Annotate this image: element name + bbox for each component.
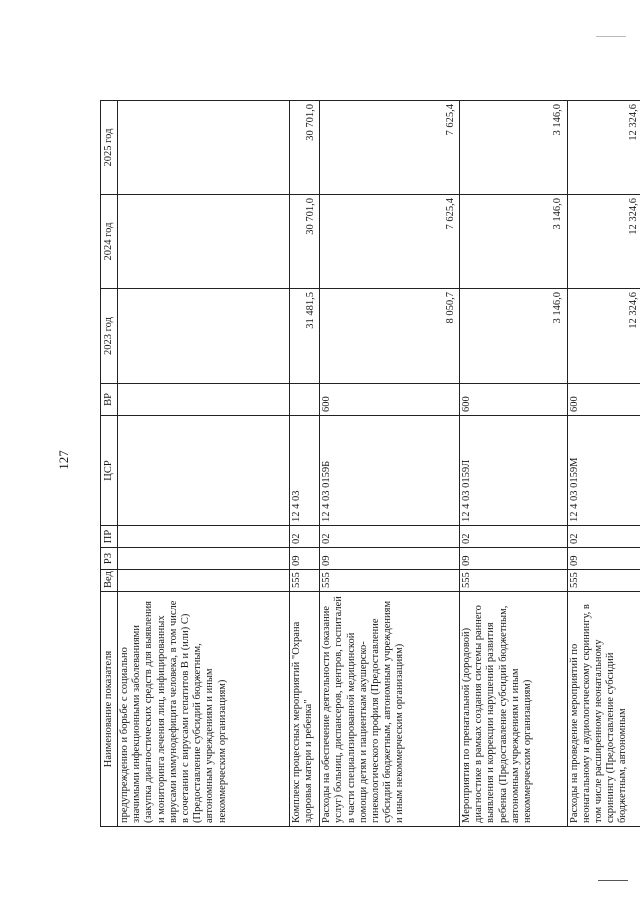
cell-name: Расходы на проведение мероприятий по неонатальному и аудиологическому скринингу, в том числе расширенному неонатальному скринингу (Предоставление субсидий бюджетным, автономным [567,592,640,827]
cell-vr [118,384,290,416]
cell-rz: 09 [567,548,640,570]
cell-2023 [118,289,290,384]
cell-ved [118,570,290,592]
table-row [567,101,640,827]
cell-2023: 12 324,6 [567,289,640,384]
header-vr: ВР [101,384,118,416]
cell-pr: 02 [290,526,320,548]
cell-2025: 12 324,6 [567,101,640,195]
scan-artifact-line [596,36,626,37]
cell-pr: 02 [460,526,568,548]
cell-2024 [118,195,290,289]
table-row [460,101,568,827]
rotated-table-container [100,101,640,827]
cell-rz: 09 [290,548,320,570]
table-row [118,101,290,827]
cell-vr: 600 [460,384,568,416]
header-rz: РЗ [101,548,118,570]
header-pr: ПР [101,526,118,548]
cell-vr [290,384,320,416]
cell-2025: 3 146,0 [460,101,568,195]
cell-rz [118,548,290,570]
cell-2023: 31 481,5 [290,289,320,384]
cell-ved: 555 [320,570,460,592]
cell-pr [118,526,290,548]
cell-pr: 02 [320,526,460,548]
cell-csr: 12 4 03 0159М [567,416,640,526]
cell-2024: 30 701,0 [290,195,320,289]
cell-2023: 3 146,0 [460,289,568,384]
header-name: Наименование показателя [101,592,118,827]
cell-name: Расходы на обеспечение деятельности (оказание услуг) больниц, диспансеров, центров, госпиталей в части специализированной медицинской помощи детям и пациенткам акушерско-гинекологического профиля (Предоставление субсидий бюджетным, автономным учреждениям и иным некоммерческим организациям) [320,592,460,827]
cell-csr: 12 4 03 0159Б [320,416,460,526]
cell-ved: 555 [290,570,320,592]
page-number: 127 [55,450,71,470]
header-2023: 2023 год [101,289,118,384]
header-ved: Вед [101,570,118,592]
cell-2025: 30 701,0 [290,101,320,195]
cell-name: предупреждению и борьбе с социально значимыми инфекционными заболеваниями (закупка диагностических средств для выявления и мониторинга лечения лиц, инфицированных вирусами иммунодефицита человека, в том числе в сочетании с вирусами гепатитов В и (или) С) (Предоставление субсидий бюджетным, автономным учреждениям и иным некоммерческим организациям) [118,592,290,827]
cell-2025 [118,101,290,195]
header-2025: 2025 год [101,101,118,195]
cell-2023: 8 050,7 [320,289,460,384]
cell-name: Мероприятия по пренатальной (дородовой) диагностике в рамках создания системы раннего выявления и коррекции нарушений развития ребенка (Предоставление субсидий бюджетным, автономным учреждениям и иным некоммерческим организациям) [460,592,568,827]
cell-name: Комплекс процессных мероприятий "Охрана здоровья матери и ребенка" [290,592,320,827]
cell-2024: 7 625,4 [320,195,460,289]
header-csr: ЦСР [101,416,118,526]
cell-pr: 02 [567,526,640,548]
scan-artifact-line [598,880,628,881]
table-row [290,101,320,827]
header-2024: 2024 год [101,195,118,289]
cell-rz: 09 [320,548,460,570]
table-row [320,101,460,827]
cell-csr: 12 4 03 [290,416,320,526]
cell-vr: 600 [320,384,460,416]
budget-table [100,100,640,827]
cell-2024: 3 146,0 [460,195,568,289]
cell-2024: 12 324,6 [567,195,640,289]
cell-ved: 555 [567,570,640,592]
cell-ved: 555 [460,570,568,592]
cell-vr: 600 [567,384,640,416]
cell-rz: 09 [460,548,568,570]
cell-2025: 7 625,4 [320,101,460,195]
cell-csr: 12 4 03 0159Л [460,416,568,526]
cell-csr [118,416,290,526]
table-header-row [101,101,118,827]
